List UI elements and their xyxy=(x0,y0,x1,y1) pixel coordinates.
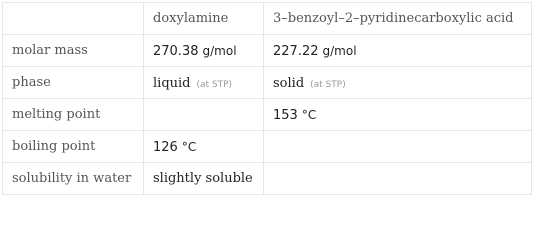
table-row xyxy=(3,99,532,131)
cell-acid-molar-mass xyxy=(264,35,532,67)
cell-acid-phase xyxy=(264,67,532,99)
cell-doxylamine-boiling-point xyxy=(144,131,264,163)
molar-mass-value: 270.38 xyxy=(153,43,199,59)
cell-acid-solubility xyxy=(264,163,532,195)
molar-mass-unit: g/mol xyxy=(322,43,357,58)
phase-value: solid xyxy=(273,75,305,91)
cell-acid-melting-point xyxy=(264,99,532,131)
melting-point-value: 153 xyxy=(273,107,298,123)
table-row xyxy=(3,35,532,67)
cell-doxylamine-molar-mass xyxy=(144,35,264,67)
molar-mass-value: 227.22 xyxy=(273,43,319,59)
comparison-table xyxy=(2,2,532,195)
row-label-solubility: solubility in water xyxy=(3,163,144,195)
cell-doxylamine-solubility: slightly soluble xyxy=(144,163,264,195)
header-row xyxy=(3,3,532,35)
cell-doxylamine-melting-point xyxy=(144,99,264,131)
row-label-phase: phase xyxy=(3,67,144,99)
molar-mass-unit: g/mol xyxy=(202,43,237,58)
row-label-boiling-point: boiling point xyxy=(3,131,144,163)
cell-doxylamine-phase xyxy=(144,67,264,99)
boiling-point-unit: °C xyxy=(181,139,197,154)
phase-note: (at STP) xyxy=(310,79,346,90)
table-row xyxy=(3,163,532,195)
table-row xyxy=(3,131,532,163)
cell-acid-boiling-point xyxy=(264,131,532,163)
header-acid: 3–benzoyl–2–pyridinecarboxylic acid xyxy=(264,3,532,35)
boiling-point-value: 126 xyxy=(153,139,178,155)
table-row xyxy=(3,67,532,99)
row-label-molar-mass: molar mass xyxy=(3,35,144,67)
melting-point-unit: °C xyxy=(301,107,317,122)
phase-note: (at STP) xyxy=(196,79,233,90)
header-doxylamine: doxylamine xyxy=(144,3,264,35)
header-empty-cell xyxy=(3,3,144,35)
phase-value: liquid xyxy=(153,75,191,91)
row-label-melting-point: melting point xyxy=(3,99,144,131)
